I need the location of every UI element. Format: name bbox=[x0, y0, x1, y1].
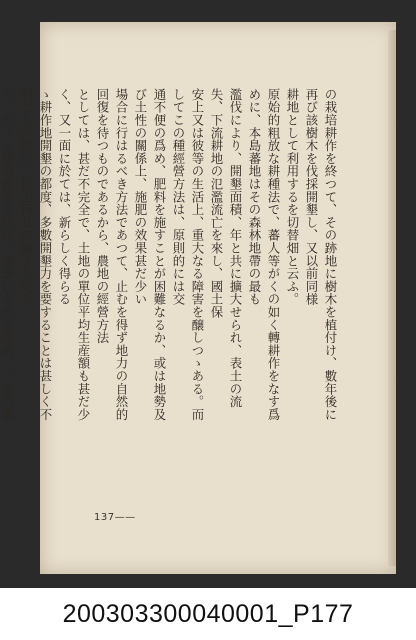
page-number bbox=[94, 512, 136, 523]
page-number-dash: —— bbox=[114, 512, 136, 523]
text-line: 場合に行はるべき方法であつて、止むを得ず地力の自然的回復を待つものであるから、農地の經營方法 bbox=[95, 88, 129, 421]
text-line: 耕地として利用するを切替畑と云ふ。 bbox=[285, 88, 300, 306]
text-line: ゝ耕作地開墾の都度、多數開墾力を要することは甚しく不利なるが故に、以上何れの點より見る bbox=[19, 88, 53, 421]
text-line: の栽培耕作を終つて、その跡地に樹木を植付け、數年後に再び該樹木を伐採開墾し、又以前同様 bbox=[304, 88, 338, 421]
text-line: としては、甚だ不完全で、土地の單位平均生産額も甚だ少く、又一面に於ては、新らしく得らる bbox=[57, 88, 91, 421]
text-line: も、かゝる耕地經營方法は、速かに之れを改め、一定の農 bbox=[0, 88, 15, 421]
text-line: 通不便の爲め、肥料を施すことが困難なるか、或は地勢及び土性の關係上、施肥の效果甚だ少い bbox=[133, 88, 167, 421]
page-number-value: 137 bbox=[94, 512, 115, 523]
text-line: 安上又は彼等の生活上、重大なる障害を醸しつゝある。而してこの種經營方法は、原則的には交 bbox=[171, 88, 205, 421]
image-caption: 200303300040001_P177 bbox=[62, 599, 354, 628]
page-edge bbox=[388, 30, 396, 566]
text-line: 濫伐により、開墾面積、年と共に擴大せられ、表土の流失、下流耕地の氾濫流亡を來し、國土保 bbox=[209, 88, 243, 408]
text-line: 原始的粗放な耕種法で、蕃人等がくの如く轉耕作をなす爲めに、本島蕃地はその森林地帶の最も bbox=[247, 88, 281, 421]
body-text bbox=[0, 88, 340, 428]
